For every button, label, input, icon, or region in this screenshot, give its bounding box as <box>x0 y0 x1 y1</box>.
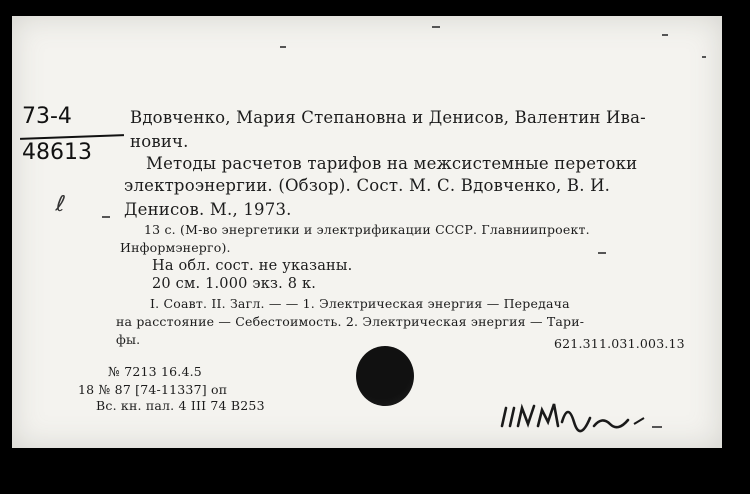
call-number-bottom: 48613 <box>22 140 92 165</box>
title-line-2: электроэнергии. (Обзор). Сост. М. С. Вдовченко, В. И. <box>124 176 611 195</box>
call-number-top: 73-4 <box>22 104 72 129</box>
title-line-3: Денисов. М., 1973. <box>124 200 292 219</box>
registry-number: 18 № 87 [74-11337] оп <box>78 382 228 397</box>
author-line-1: Вдовченко, Мария Степановна и Денисов, Валентин Ива- <box>130 108 646 127</box>
collation-line-1: 13 с. (М-во энергетики и электрификации СССР. Главниипроект. <box>144 222 590 237</box>
handwritten-mark-icon: ℓ <box>54 191 67 218</box>
subjects-line-1: I. Соавт. II. Загл. — — 1. Электрическая энергия — Передача <box>150 296 570 311</box>
size-price-line: 20 см. 1.000 экз. 8 к. <box>152 276 317 292</box>
classification-number: 621.311.031.003.13 <box>554 336 685 351</box>
subjects-line-3: фы. <box>116 332 141 347</box>
handwritten-signature-icon <box>498 396 648 436</box>
chamber-stamp: Вс. кн. пал. 4 III 74 В253 <box>96 398 265 413</box>
title-line-1: Методы расчетов тарифов на межсистемные перетоки <box>146 154 638 173</box>
order-number: № 7213 16.4.5 <box>108 364 202 379</box>
collation-line-2: Информэнерго). <box>120 240 231 255</box>
catalog-card <box>12 16 722 448</box>
call-number-divider <box>20 134 124 140</box>
note-line: На обл. сост. не указаны. <box>152 258 353 274</box>
subjects-line-2: на расстояние — Себестоимость. 2. Электрическая энергия — Тари- <box>116 314 585 329</box>
ink-blot <box>356 346 414 406</box>
author-line-2: нович. <box>130 132 189 151</box>
